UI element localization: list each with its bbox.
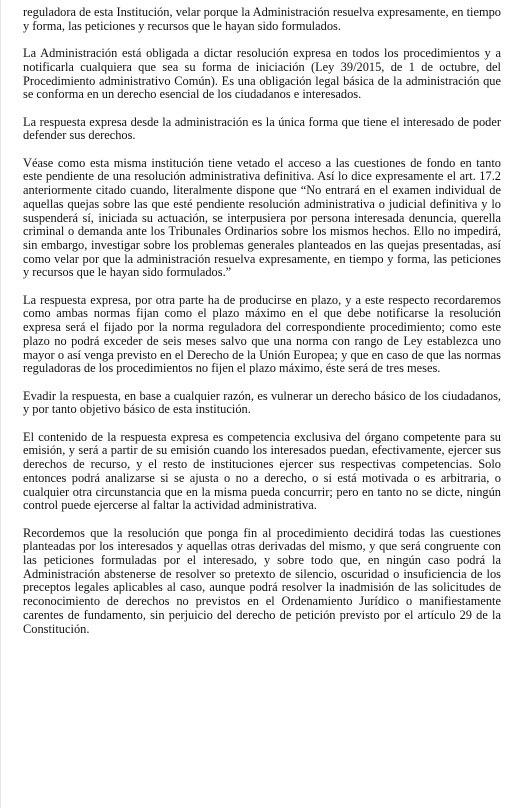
paragraph-4: Véase como esta misma institución tiene vetado el acceso a las cuestiones de fondo en tanto este pendiente de una resolución administrativa definitiva. Así lo dice expresamente el art. 17.2 anteriormente citado cuando, literalmente dispone que “No entrará en el examen individual de aquellas quejas sobre las que esté pendiente resolución administrativa o judicial definitiva y lo suspenderá sí, iniciada su actuación, se interpusiera por persona interesada denuncia, querella criminal o demanda ante los Tribunales Ordinarios sobre los mismos hechos. Ello no impedirá, sin embargo, investigar sobre los problemas generales planteados en las quejas presentadas, así como velar por que la administración resuelva expresamente, en tiempo y forma, las peticiones y recursos que le hayan sido formulados.” (23, 155, 501, 280)
paragraph-5: La respuesta expresa, por otra parte ha de producirse en plazo, y a este respecto recordaremos como ambas normas fijan como el plazo máximo en el que debe notificarse la resolución expresa será el fijado por la norma reguladora del correspondiente procedimiento; como este plazo no podrá exceder de seis meses salvo que una norma con rango de Ley establezca uno mayor o así venga previsto en el Derecho de la Unión Europea; y que en caso de que las normas reguladoras de los procedimientos no fijen el plazo máximo, éste será de tres meses. (23, 292, 501, 376)
paragraph-6: Evadir la respuesta, en base a cualquier razón, es vulnerar un derecho básico de los ciudadanos, y por tanto objetivo básico de esta institución. (23, 388, 501, 417)
paragraph-8: Recordemos que la resolución que ponga fin al procedimiento decidirá todas las cuestiones planteadas por los interesados y aquellas otras derivadas del mismo, y que será congruente con las peticiones formuladas por el interesado, y sobre todo que, en ningún caso podrá la Administración abstenerse de resolver so pretexto de silencio, oscuridad o insuficiencia de los preceptos legales aplicables al caso, aunque podrá resolver la inadmisión de las solicitudes de reconocimiento de derechos no previstos en el Ordenamiento Jurídico o manifiestamente carentes de fundamento, sin perjuicio del derecho de petición previsto por el artículo 29 de la Constitución. (23, 525, 501, 636)
paragraph-3: La respuesta expresa desde la administración es la única forma que tiene el interesado de poder defender sus derechos. (23, 114, 501, 143)
page-edge (0, 0, 1, 808)
document-body (23, 6, 501, 650)
paragraph-2: La Administración está obligada a dictar resolución expresa en todos los procedimientos y a notificarla cualquiera que sea su forma de iniciación (Ley 39/2015, de 1 de octubre, del Procedimiento administrativo Común). Es una obligación legal básica de la administración que se conforma en un derecho esencial de los ciudadanos e interesados. (23, 46, 501, 102)
paragraph-1: reguladora de esta Institución, velar porque la Administración resuelva expresamente, en tiempo y forma, las peticiones y recursos que le hayan sido formulados. (23, 5, 501, 33)
paragraph-7: El contenido de la respuesta expresa es competencia exclusiva del órgano competente para su emisión, y será a partir de su emisión cuando los interesados puedan, efectivamente, ejercer sus derechos de recurso, y el resto de instituciones ejercer sus respectivas competencias. Solo entonces podrá analizarse si se ajusta o no a derecho, o si está motivada o es arbitraria, o cualquier otra circunstancia que en la misma pueda concurrir; pero en tanto no se dicte, ningún control puede ejercerse al faltar la actividad administrativa. (23, 429, 501, 513)
